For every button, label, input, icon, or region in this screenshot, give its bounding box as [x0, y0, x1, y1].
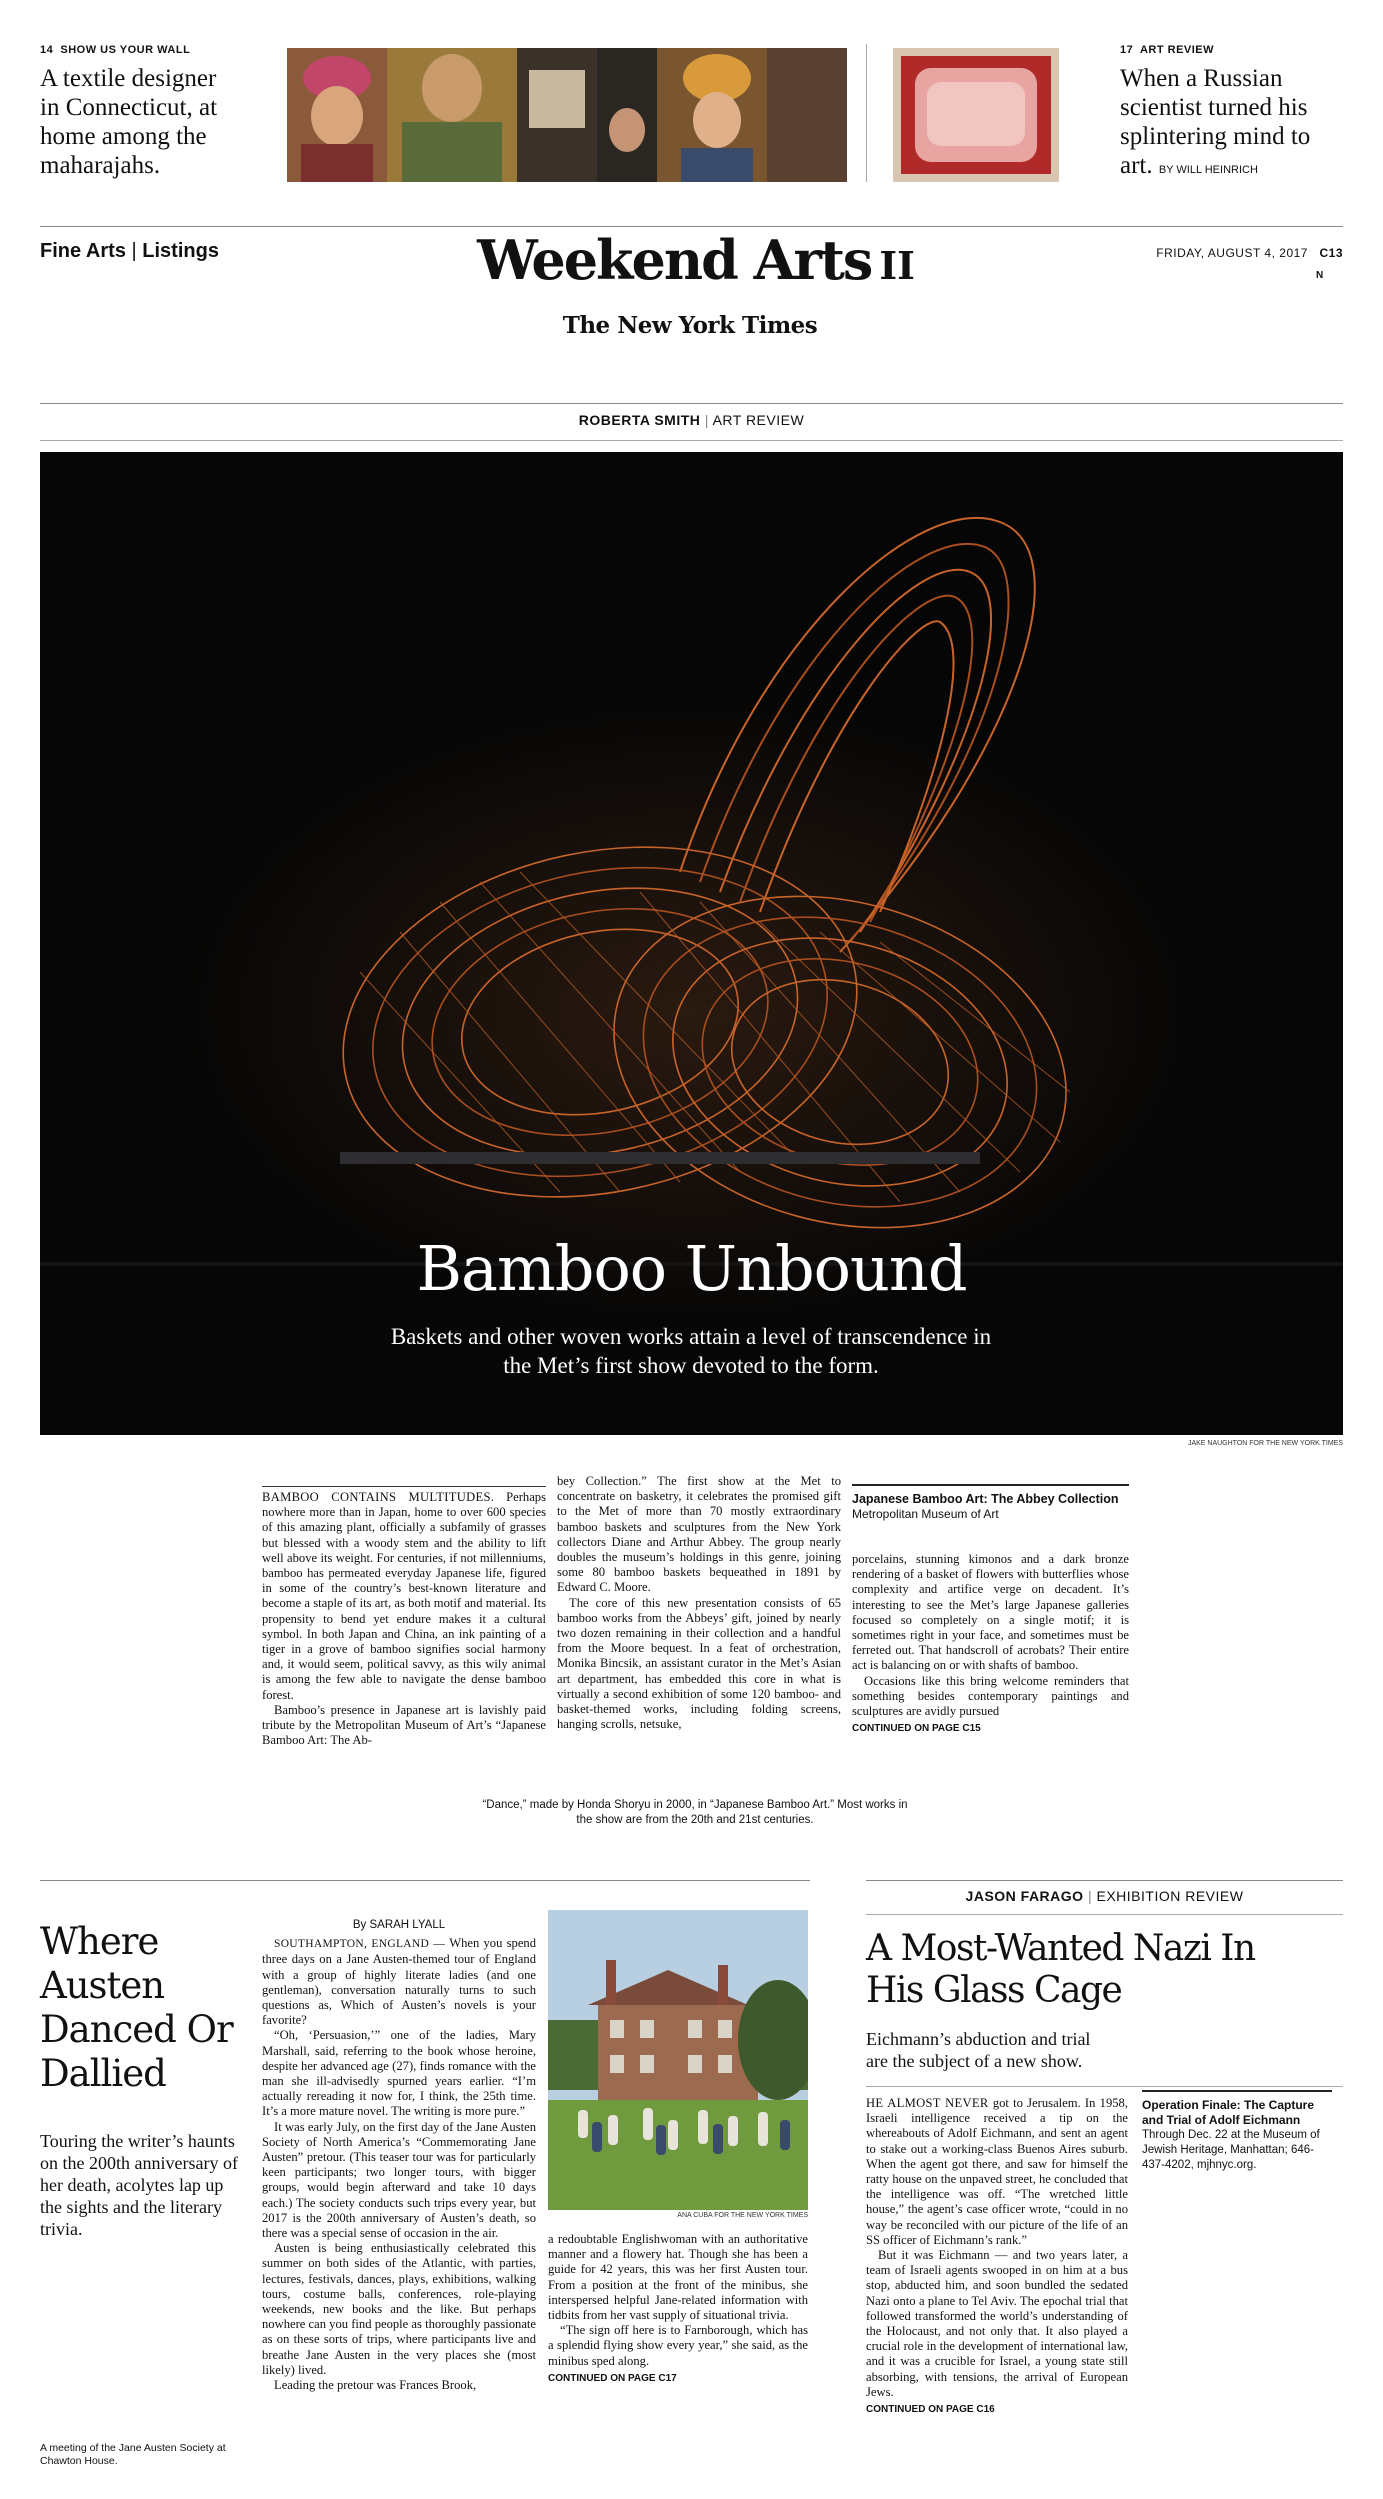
lead-col1-p1: Perhaps nowhere more than in Japan, home to over 600 species of this amazing plant, officially a subfamily of grasses but blessed with a woody stem and the ability to lift well above its weight. For centuries, if not millenniums, bamboo has permeated everyday Japanese life, figured in some of the country’s best-known literature and become a staple of its art, as both motif and material. Its propensity to bend yet endure makes it a cultural symbol. In both Japan and China, an ink painting of a tiger in a grove of bamboo signifies social harmony and, it would seem, political savvy, as this wily animal is among the few able to navigate the dense bamboo forest. [262, 1490, 546, 1702]
austen-deck: Touring the writer’s haunts on the 200th anniversary of her death, acolytes lap up the sights and the literary trivia. [40, 2131, 238, 2239]
promo-right[interactable] [1120, 44, 1340, 185]
nazi-infobox-rule [1142, 2090, 1332, 2092]
austen-dateline: SOUTHAMPTON, ENGLAND — [274, 1938, 446, 1951]
austen-column-2 [548, 2232, 808, 2386]
lead-caption: “Dance,” made by Honda Shoryu in 2000, in “Japanese Bamboo Art.” Most works in the show are from the 20th and 21st centuries. [482, 1799, 908, 1826]
austen-col1-p4: Austen is being enthusiastically celebrated this summer on both sides of the Atlantic, with parties, lectures, festivals, dances, plays, exhibitions, walking tours, costume balls, conferences, role-playing weekends, new books and the like. But perhaps nowhere can you find people as thoroughly passionate as on these sorts of trips, where participants live and breathe Jane Austen in the very places she (most likely) lived. [262, 2241, 536, 2377]
lead-critic[interactable]: ROBERTA SMITH [578, 412, 701, 428]
austen-col1-p3: It was early July, on the first day of the Jane Austen Society of North America’s “Commemorating Jane Austen” pretour. (This teaser tour was for particularly keen participants; two longer tours, with bigger groups, would begin afterward and take 10 days each.) The society conducts such trips every year, but 2017 is the 200th anniversary of Austen’s death, so there was a special sense of occasion in the air. [262, 2119, 536, 2241]
promo-left-headline[interactable]: A textile designer in Connecticut, at home among the maharajahs. [40, 65, 218, 179]
lead-col1-rule [262, 1486, 546, 1487]
lead-review-label: ART REVIEW [712, 412, 805, 428]
masthead-title: Weekend Arts [477, 228, 872, 292]
promo-right-byline: BY WILL HEINRICH [1158, 164, 1258, 176]
austen-byline: By SARAH LYALL [352, 1919, 446, 1931]
promo-left-image[interactable] [287, 48, 847, 182]
lead-infobox-rule [852, 1484, 1129, 1486]
lead-column-1 [262, 1490, 546, 1748]
masthead-numeral: II [879, 243, 915, 288]
lead-continued[interactable]: CONTINUED ON PAGE C15 [852, 1723, 981, 1735]
lead-deck: Baskets and other woven works attain a level of transcendence in the Met’s first show devoted to the form. [390, 1324, 992, 1378]
austen-col1-p2: “Oh, ‘Persuasion,’” one of the ladies, Mary Marshall, said, referring to the book whose heroine, despite her advanced age (27), finds romance with the man she ill-advisedly spurned years earlier. “I’m actually rereading it now for, I think, the 25th time. It’s a more mature novel. The writing is more pure.” [262, 2028, 536, 2119]
section-title [426, 230, 966, 296]
austen-photo[interactable] [548, 1910, 808, 2210]
nazi-infobox [1142, 2098, 1332, 2173]
nazi-deck-rule [866, 2086, 1343, 2087]
lead-label: ROBERTA SMITH | ART REVIEW [578, 412, 805, 428]
nazi-info-text: Through Dec. 22 at the Museum of Jewish Heritage, Manhattan; 646-437-4202, mjhnyc.org. [1142, 2129, 1320, 2171]
lead-info-venue: Metropolitan Museum of Art [852, 1507, 999, 1521]
lead-photo-credit: JAKE NAUGHTON FOR THE NEW YORK TIMES [1187, 1440, 1343, 1447]
austen-continued[interactable]: CONTINUED ON PAGE C17 [548, 2372, 677, 2384]
austen-col1-p1: When you spend three days on a Jane Austen-themed tour of England with a group of highly literate ladies (and one gentleman), conversation naturally turns to such questions as, Which of Austen’s novels is your favorite? [262, 1936, 537, 2028]
austen-photo-credit: ANA CUBA FOR THE NEW YORK TIMES [677, 2212, 808, 2219]
austen-col2-p2: “The sign off here is to Farnborough, which has a splendid flying show every year,” she said, as the minibus sped along. [548, 2323, 808, 2368]
nazi-column-1 [866, 2096, 1128, 2417]
nazi-label: JASON FARAGO | EXHIBITION REVIEW [965, 1888, 1244, 1904]
masthead-bottom-rule [40, 403, 1343, 404]
nazi-col1-p1: got to Jerusalem. In 1958, Israeli intelligence received a tip on the whereabouts of Adolf Eichmann, and sent an agent to stake out a working-class Buenos Aires suburb. When the agent got there, and saw for himself the ratty house on the unpaved street, he concluded that the intelligence was off. “The wretched little house,” the agent’s case officer wrote, “could in no way be reconciled with our picture of the life of an SS officer of Eichmann’s rank.” [866, 2096, 1128, 2247]
nazi-headline[interactable]: A Most-Wanted Nazi In His Glass Cage [866, 1928, 1255, 2011]
promo-right-kicker: 17 ART REVIEW [1120, 44, 1215, 56]
bottom-rule-left [40, 1880, 810, 1881]
lead-col2-p1: bey Collection.” The first show at the Met to concentrate on basketry, it celebrates the promised gift to the Met of more than 70 mostly extraordinary bamboo baskets and sculptures from the New York collectors Diane and Arthur Abbey. The group nearly doubles the museum’s holdings in this genre, joining some 80 bamboo baskets bequeathed in 1891 by Edward C. Moore. [557, 1474, 841, 1595]
nazi-col1-p2: But it was Eichmann — and two years later, a team of Israeli agents swooped in on him at a bus stop, abducted him, and soon bundled the sedated Nazi onto a plane to Tel Aviv. The epochal trial that followed transformed the world’s understanding of the Holocaust, and not only that. It also played a crucial role in the development of international law, and it was a crucible for Israel, a young state still absorbing, with tensions, the arrival of European Jews. [866, 2248, 1128, 2399]
lead-info-title: Japanese Bamboo Art: The Abbey Collection [852, 1492, 1119, 1506]
section-nav [40, 240, 219, 263]
promo-right-image[interactable] [893, 48, 1059, 182]
lead-infobox [852, 1492, 1129, 1522]
promo-left-kicker: 14 SHOW US YOUR WALL [40, 44, 191, 56]
austen-col2-p1: a redoubtable Englishwoman with an authoritative manner and a flowery hat. Though she has been a guide for 42 years, this was her first Austen tour. From a position at the front of the minibus, she interspersed helpful Jane-related information with tidbits from her vast supply of situational trivia. [548, 2232, 808, 2323]
lead-col3-p2: Occasions like this bring welcome reminders that something besides contemporary paintings and sculptures are avidly pursued [852, 1673, 1129, 1719]
page-code: C13 [1319, 246, 1343, 260]
promo-right-headline[interactable]: When a Russian scientist turned his splintering mind to art. BY WILL HEINRICH [1120, 65, 1311, 179]
bottom-rule-right [866, 1880, 1343, 1881]
nazi-continued[interactable]: CONTINUED ON PAGE C16 [866, 2404, 995, 2416]
nazi-lede-caps: HE ALMOST NEVER [866, 2096, 989, 2110]
lead-label-rule [40, 440, 1343, 441]
nazi-critic[interactable]: JASON FARAGO [965, 1888, 1084, 1904]
masthead-date: FRIDAY, AUGUST 4, 2017 C13 [1156, 246, 1343, 260]
promo-left[interactable] [40, 44, 240, 180]
nav-listings[interactable]: Listings [142, 240, 219, 262]
lead-column-2 [557, 1474, 841, 1732]
austen-caption: A meeting of the Jane Austen Society at Chawton House. [40, 2442, 226, 2467]
austen-col1-p5: Leading the pretour was Frances Brook, [274, 2378, 477, 2393]
nav-fine-arts[interactable]: Fine Arts [40, 240, 126, 262]
nazi-review-label: EXHIBITION REVIEW [1096, 1888, 1244, 1904]
masthead-top-rule [40, 226, 1343, 227]
lead-column-3 [852, 1552, 1129, 1736]
lead-photo[interactable] [40, 452, 1343, 1435]
austen-column-1 [262, 1918, 536, 2393]
edition-letter: N [1316, 270, 1324, 281]
paper-name[interactable]: The New York Times [562, 312, 818, 339]
lead-col3-p1: porcelains, stunning kimonos and a dark bronze rendering of a basket of flowers with butterflies whose complexity and artifice verge on decadent. It’s interesting to see the Met’s large Japanese galleries focused so completely on a single motif; it is sometimes right in your face, and sometimes must be ferreted out. That handscroll of acrobats? Their entire act is balancing on or with shafts of bamboo. [852, 1552, 1129, 1673]
nav-separator: | [131, 240, 137, 262]
lead-lede-caps: BAMBOO CONTAINS MULTITUDES. [262, 1490, 495, 1504]
lead-headline[interactable]: Bamboo Unbound [416, 1232, 967, 1305]
lead-col1-p2: Bamboo’s presence in Japanese art is lavishly paid tribute by the Metropolitan Museum of Art’s “Japanese Bamboo Art: The Ab- [262, 1702, 546, 1748]
nazi-info-title: Operation Finale: The Capture and Trial of Adolf Eichmann [1142, 2098, 1315, 2127]
lead-col2-p2: The core of this new presentation consists of 65 bamboo works from the Abbeys’ gift, joined by nearly two dozen remaining in their collection and a handful from the Moore bequest. In a feat of orchestration, Monika Bincsik, an assistant curator in the Met’s Asian art department, has embedded this core in what is virtually a second exhibition of some 120 bamboo- and basket-themed works, including folding screens, hanging scrolls, netsuke, [557, 1595, 841, 1732]
nazi-label-rule [866, 1914, 1343, 1915]
austen-headline[interactable]: Where Austen Danced Or Dallied [40, 1920, 233, 2095]
promo-divider [866, 44, 867, 182]
nazi-deck: Eichmann’s abduction and trial are the subject of a new show. [866, 2029, 1091, 2071]
